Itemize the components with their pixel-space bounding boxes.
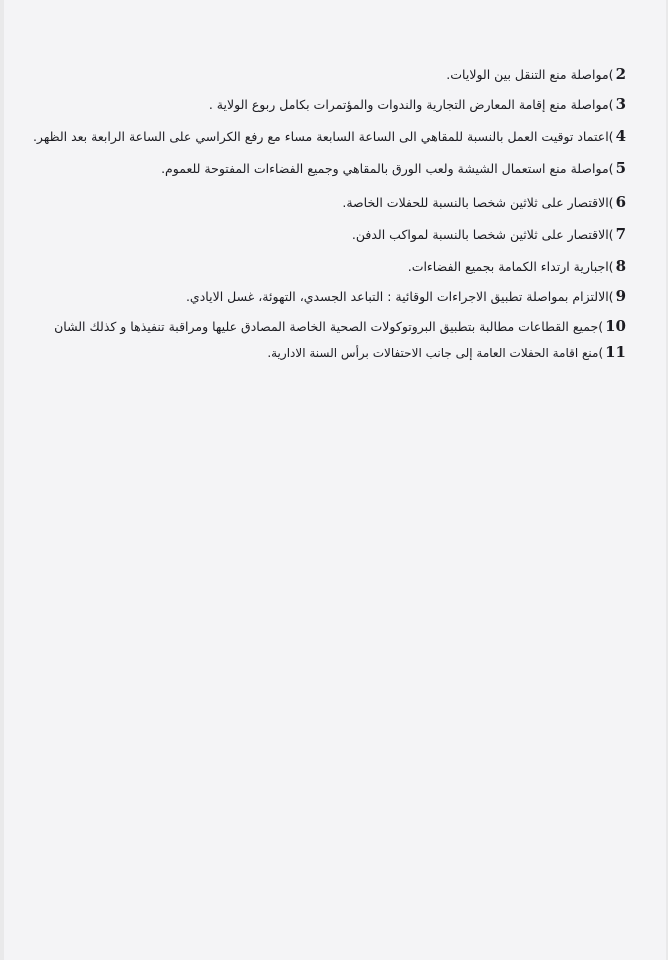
list-item — [26, 224, 626, 245]
item-text: منع اقامة الحفلات العامة إلى جانب الاحتفالات برأس السنة الادارية. — [267, 346, 599, 360]
item-text: مواصلة منع استعمال الشيشة ولعب الورق بالمقاهي وجميع الفضاءات المفتوحة للعموم. — [161, 161, 609, 176]
item-text: الالتزام بمواصلة تطبيق الاجراءات الوقائية : التباعد الجسدي، التهوئة، غسل الايادي. — [185, 289, 609, 304]
item-separator: ) — [608, 161, 614, 176]
item-separator: ) — [608, 195, 614, 210]
list-item — [26, 94, 626, 115]
item-number: 8 — [615, 257, 626, 275]
list-item — [26, 64, 626, 85]
item-separator: ) — [608, 227, 614, 242]
item-text: الاقتصار على ثلاثين شخصا بالنسبة للحفلات الخاصة. — [342, 195, 609, 210]
document-page — [4, 0, 666, 960]
item-number: 7 — [615, 225, 626, 243]
item-text: اعتماد توقيت العمل بالنسبة للمقاهي الى الساعة السابعة مساء مع رفع الكراسي على الساعة الرابعة بعد الظهر. — [32, 129, 609, 144]
item-separator: ) — [608, 129, 614, 144]
item-text: اجبارية ارتداء الكمامة بجميع الفضاءات. — [407, 259, 609, 274]
list-item — [26, 342, 626, 363]
item-number: 11 — [605, 343, 626, 361]
list-item — [26, 286, 626, 307]
item-separator: ) — [598, 319, 604, 334]
item-separator: ) — [598, 346, 604, 360]
item-text: الاقتصار على ثلاثين شخصا بالنسبة لمواكب الدفن. — [351, 227, 609, 242]
item-number: 4 — [615, 127, 626, 145]
list-item — [26, 316, 626, 337]
item-number: 10 — [605, 317, 626, 335]
item-separator: ) — [608, 97, 614, 112]
item-text: مواصلة منع إقامة المعارض التجارية والندوات والمؤتمرات بكامل ربوع الولاية . — [208, 97, 609, 112]
item-text: جميع القطاعات مطالبة بتطبيق البروتوكولات الصحية الخاصة المصادق عليها ومراقبة تنفيذها و كذلك الشان — [54, 319, 599, 334]
list-item — [26, 126, 626, 147]
item-number: 6 — [615, 193, 626, 211]
item-number: 2 — [615, 65, 626, 83]
item-separator: ) — [608, 67, 614, 82]
item-separator: ) — [608, 289, 614, 304]
list-item — [26, 192, 626, 213]
item-text: مواصلة منع التنقل بين الولايات. — [446, 67, 609, 82]
item-number: 3 — [615, 95, 626, 113]
list-item — [26, 158, 626, 179]
item-number: 9 — [615, 287, 626, 305]
item-number: 5 — [615, 159, 626, 177]
item-separator: ) — [608, 259, 614, 274]
list-item — [26, 256, 626, 277]
